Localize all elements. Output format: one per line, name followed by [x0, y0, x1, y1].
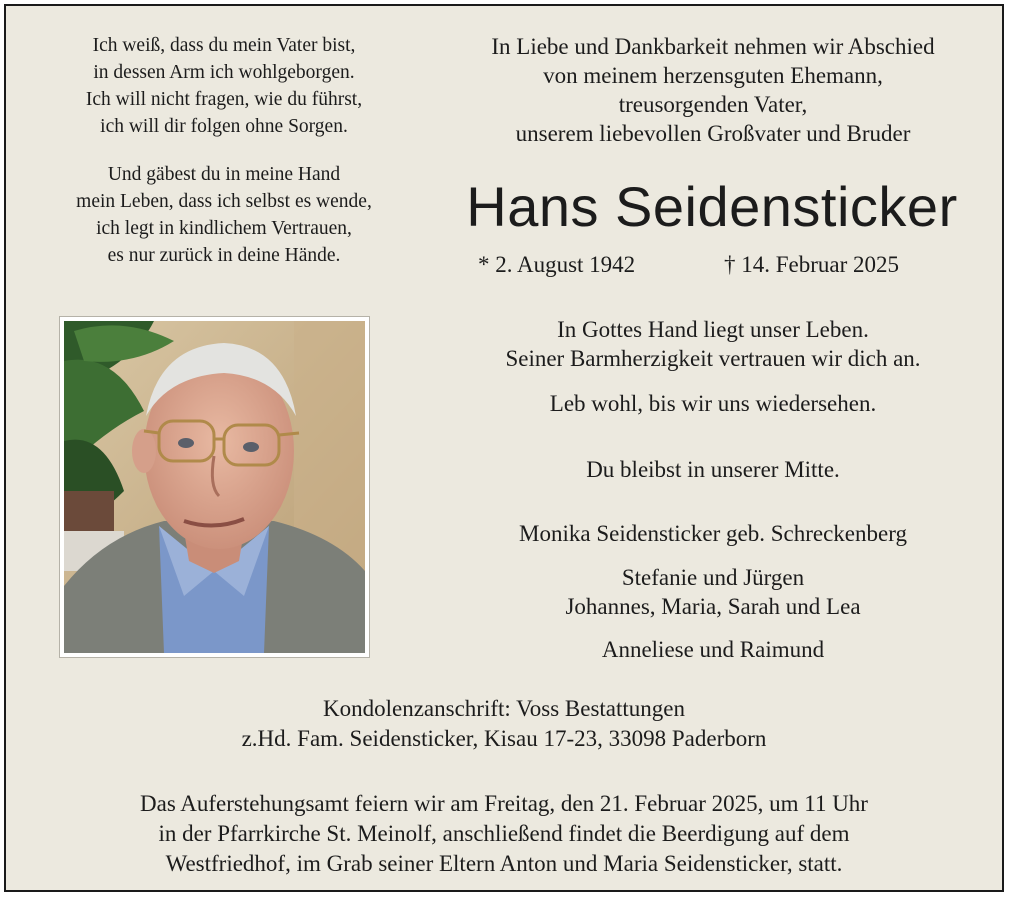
spouse-name: Monika Seidensticker geb. Schreckenberg [519, 521, 907, 546]
remembrance-text: Du bleibst in unserer Mitte. [586, 457, 840, 482]
condolence-line: z.Hd. Fam. Seidensticker, Kisau 17-23, 33098 Paderborn [241, 726, 767, 751]
farewell-text: Leb wohl, bis wir uns wiedersehen. [549, 391, 877, 416]
farewell-line [413, 389, 1012, 418]
intro-line: unserem liebevollen Großvater und Bruder [515, 121, 911, 146]
quote-line: In Gottes Hand liegt unser Leben. [557, 317, 869, 342]
portrait-image [64, 321, 365, 653]
birth-date: * 2. August 1942 [478, 252, 636, 277]
poem-line: ich legt in kindlichem Vertrauen, [96, 218, 352, 239]
poem-line: es nur zurück in deine Hände. [107, 245, 341, 266]
grandchildren-names: Johannes, Maria, Sarah und Lea [565, 594, 861, 619]
poem-line: Und gäbest du in meine Hand [107, 164, 341, 185]
poem-line: in dessen Arm ich wohlgeborgen. [93, 62, 355, 83]
death-date: † 14. Februar 2025 [724, 252, 900, 277]
intro-line: von meinem herzensguten Ehemann, [543, 63, 883, 88]
mourner-spouse [413, 519, 1012, 548]
condolence-address [6, 694, 1002, 754]
intro-line: treusorgenden Vater, [618, 92, 808, 117]
quote-line: Seiner Barmherzigkeit vertrauen wir dich an. [505, 346, 921, 371]
poem-line: mein Leben, dass ich selbst es wende, [76, 191, 372, 212]
funeral-service-info [6, 789, 1002, 879]
poem-stanza-2 [14, 161, 434, 269]
service-line: in der Pfarrkirche St. Meinolf, anschließend findet die Beerdigung auf dem [158, 821, 850, 846]
farewell-intro [413, 32, 1012, 148]
intro-line: In Liebe und Dankbarkeit nehmen wir Abschied [491, 34, 935, 59]
obituary-notice [4, 4, 1004, 892]
children-names: Stefanie und Jürgen [621, 565, 805, 590]
poem-line: Ich weiß, dass du mein Vater bist, [92, 35, 356, 56]
poem-line: ich will dir folgen ohne Sorgen. [100, 116, 348, 137]
portrait-photo [59, 316, 370, 658]
poem-stanza-1 [14, 32, 434, 140]
service-line: Westfriedhof, im Grab seiner Eltern Anton und Maria Seidensticker, statt. [165, 851, 843, 876]
sibling-names: Anneliese und Raimund [601, 637, 825, 662]
mourner-children [413, 563, 1012, 621]
service-line: Das Auferstehungsamt feiern wir am Freitag, den 21. Februar 2025, um 11 Uhr [140, 791, 868, 816]
condolence-line: Kondolenzanschrift: Voss Bestattungen [323, 696, 685, 721]
poem-line: Ich will nicht fragen, wie du führst, [85, 89, 363, 110]
mourner-siblings [413, 635, 1012, 664]
faith-quote [413, 315, 1012, 373]
deceased-name: Hans Seidensticker [466, 175, 958, 238]
remembrance-line [413, 455, 1012, 484]
